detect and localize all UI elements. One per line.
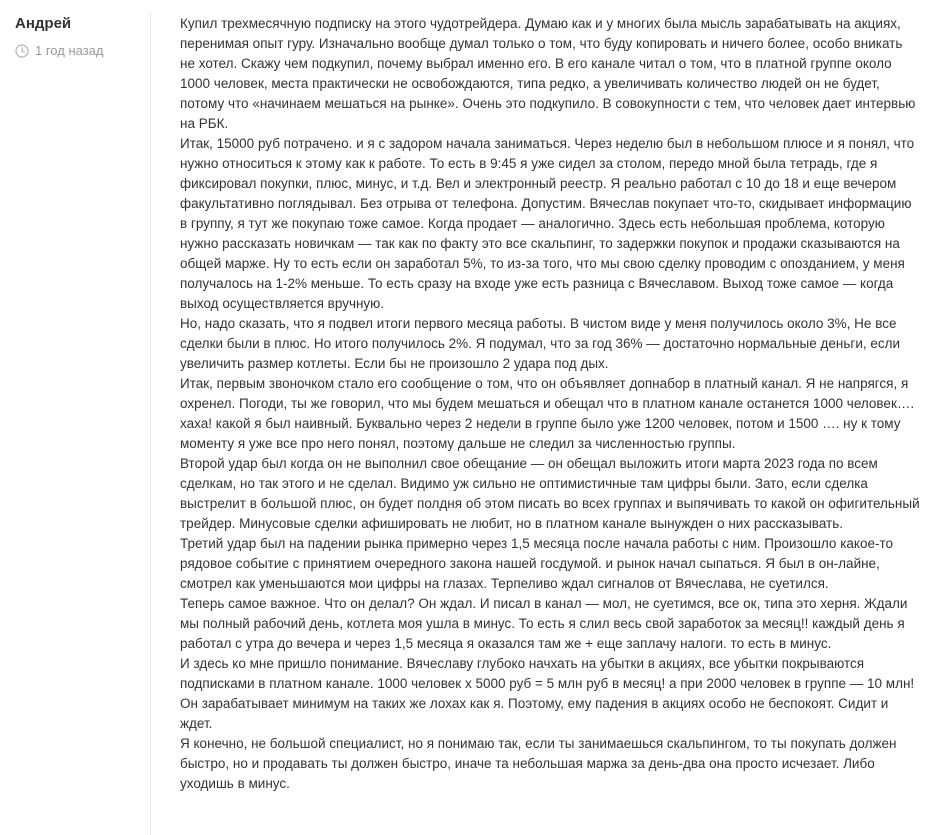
clock-icon (15, 44, 29, 58)
comment-paragraph: Второй удар был когда он не выполнил свое обещание — он обещал выложить итоги марта 2023 года по всем сделкам, но так этого и не сделал. Видимо уж сильно не оптимистичные там цифры были. Зато, если сделка выстрелит в большой плюс, он будет полдня об этом писать во всех группах и выпячивать то какой он офигительный трейдер. Минусовые сделки афишировать не любит, но в платном канале вынужден о них рассказывать. (180, 456, 920, 531)
comment-author-column (0, 0, 150, 835)
comment-paragraph: Купил трехмесячную подписку на этого чудотрейдера. Думаю как и у многих была мысль зарабатывать на акциях, перенимая опыт гуру. Изначально вообще думал только о том, что буду копировать и ничего более, особо вникать не хотел. Скажу чем подкупил, почему выбрал именно его. В его канале читал о том, что в платной группе около 1000 человек, места практически не освобождаются, типа редко, а увеличивать количество людей он не будет, потому что «начинаем мешаться на рынке». Очень это подкупило. В совокупности с тем, что человек дает интервью на РБК. (180, 16, 916, 131)
timestamp-text: 1 год назад (35, 43, 104, 58)
comment-paragraph: Я конечно, не большой специалист, но я понимаю так, если ты занимаешься скальпингом, то ты покупать должен быстро, но и продавать ты должен быстро, иначе та небольшая маржа за день-два она просто исчезает. Либо уходишь в минус. (180, 736, 897, 791)
author-name[interactable]: Андрей (15, 15, 72, 32)
comment-paragraph: И здесь ко мне пришло понимание. Вячеславу глубоко начхать на убытки в акциях, все убытки покрываются подписками в платном канале. 1000 человек х 5000 руб = 5 млн руб в месяц! а при 2000 человек в группе — 10 млн! Он зарабатывает минимум на таких же лохах как я. Поэтому, ему падения в акциях особо не беспокоят. Сидит и ждет. (180, 656, 915, 731)
comment-paragraph: Итак, первым звоночком стало его сообщение о том, что он объявляет допнабор в платный канал. Я не напрягся, я охренел. Погоди, ты же говорил, что мы будем мешаться и обещал что в платном канале останется 1000 человек…. хаха! какой я был наивный. Буквально через 2 недели в группе было уже 1200 человек, потом и 1500 …. ну к тому моменту я уже все про него понял, поэтому дальше не следил за численностью группы. (180, 376, 915, 451)
comment-paragraph: Теперь самое важное. Что он делал? Он ждал. И писал в канал — мол, не суетимся, все ок, типа это херня. Ждали мы полный рабочий день, котлета моя ушла в минус. То есть я слил весь свой заработок за месяц!! каждый день я работал с утра до вечера и через 1,5 месяца я оказался там же + еще заплачу налоги. то есть в минус. (180, 596, 908, 651)
comment-timestamp (15, 43, 103, 58)
comment-body (180, 14, 920, 794)
comment-paragraph: Итак, 15000 руб потрачено. и я с задором начала заниматься. Через неделю был в небольшом плюсе и я понял, что нужно относиться к этому как к работе. То есть в 9:45 я уже сидел за столом, передо мной была тетрадь, где я фиксировал покупки, плюс, минус, и т.д. Вел и электронный реестр. Я реально работал с 10 до 18 и еще вечером факультативно поглядывал. Без отрыва от телефона. Допустим. Вячеслав покупает что-то, скидывает информацию в группу, я тут же покупаю тоже самое. Когда продает — аналогично. Здесь есть небольшая проблема, которую нужно рассказать новичкам — так как по факту это все скальпинг, то задержки покупок и продажи сказываются на общей марже. Ну то есть если он заработал 5%, то из-за того, что мы свою сделку проводим с опозданием, у меня получалось на 1-2% меньше. То есть сразу на входе уже есть разница с Вячеславом. Выход тоже самое — когда выход осуществляется вручную. (180, 136, 915, 311)
comment-paragraph: Но, надо сказать, что я подвел итоги первого месяца работы. В чистом виде у меня получилось около 3%, Не все сделки были в плюс. Но итого получилось 2%. Я подумал, что за год 36% — достаточно нормальные деньги, если увеличить размер котлеты. Если бы не произошло 2 удара под дых. (180, 316, 901, 371)
comment-paragraph: Третий удар был на падении рынка примерно через 1,5 месяца после начала работы с ним. Произошло какое-то рядовое событие с принятием очередного закона нашей госдумой. и рынок начал сыпаться. Я был в он-лайне, смотрел как уменьшаются мои цифры на глазах. Терпеливо ждал сигналов от Вячеслава, не суетился. (180, 536, 894, 591)
column-divider (150, 12, 151, 835)
